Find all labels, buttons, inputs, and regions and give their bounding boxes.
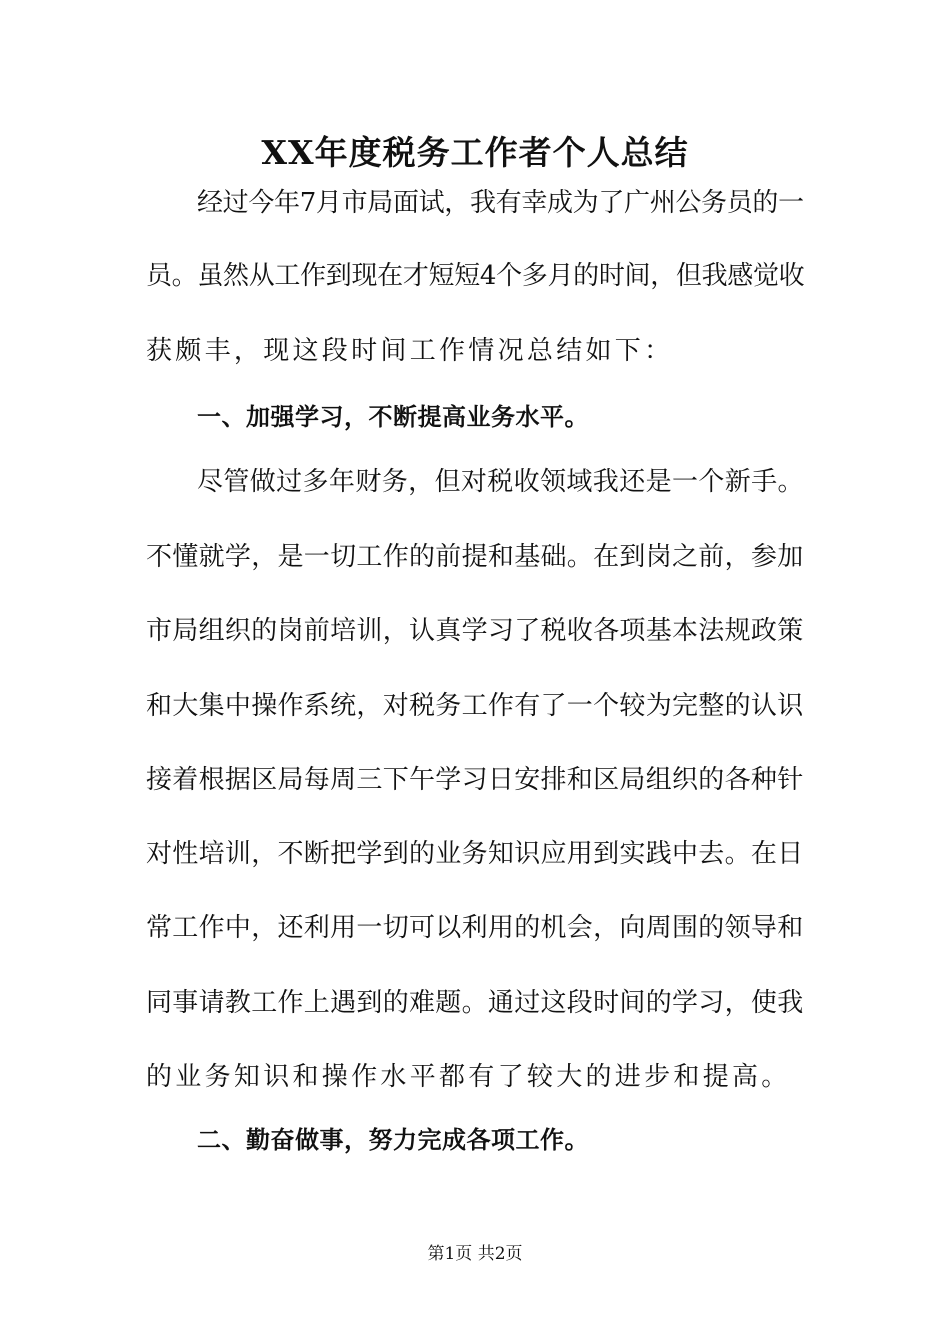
paragraph-line: 获颇丰，现这段时间工作情况总结如下： (146, 336, 674, 366)
paragraph-line: 对性培训，不断把学到的业务知识应用到实践中去。在日 (146, 839, 804, 869)
paragraph-line: 员。虽然从工作到现在才短短4个多月的时间，但我感觉收 (146, 261, 805, 291)
section-heading-1: 一、加强学习，不断提高业务水平。 (197, 403, 589, 431)
paragraph-line: 尽管做过多年财务，但对税收领域我还是一个新手。 (197, 467, 804, 497)
paragraph-line: 经过今年7月市局面试，我有幸成为了广州公务员的一 (197, 188, 804, 218)
paragraph-line: 的业务知识和操作水平都有了较大的进步和提高。 (146, 1062, 791, 1092)
paragraph-line: 市局组织的岗前培训，认真学习了税收各项基本法规政策 (146, 616, 804, 646)
document-title: XX年度税务工作者个人总结 (261, 133, 689, 172)
paragraph-line: 接着根据区局每周三下午学习日安排和区局组织的各种针 (146, 765, 804, 795)
paragraph-line: 常工作中，还利用一切可以利用的机会，向周围的领导和 (146, 913, 804, 943)
paragraph-line: 同事请教工作上遇到的难题。通过这段时间的学习，使我 (146, 988, 804, 1018)
page-footer: 第1页 共2页 (427, 1244, 523, 1264)
paragraph-line: 不懂就学，是一切工作的前提和基础。在到岗之前，参加 (146, 542, 804, 572)
section-heading-2: 二、勤奋做事，努力完成各项工作。 (197, 1126, 589, 1154)
paragraph-line: 和大集中操作系统，对税务工作有了一个较为完整的认识 (146, 691, 804, 721)
